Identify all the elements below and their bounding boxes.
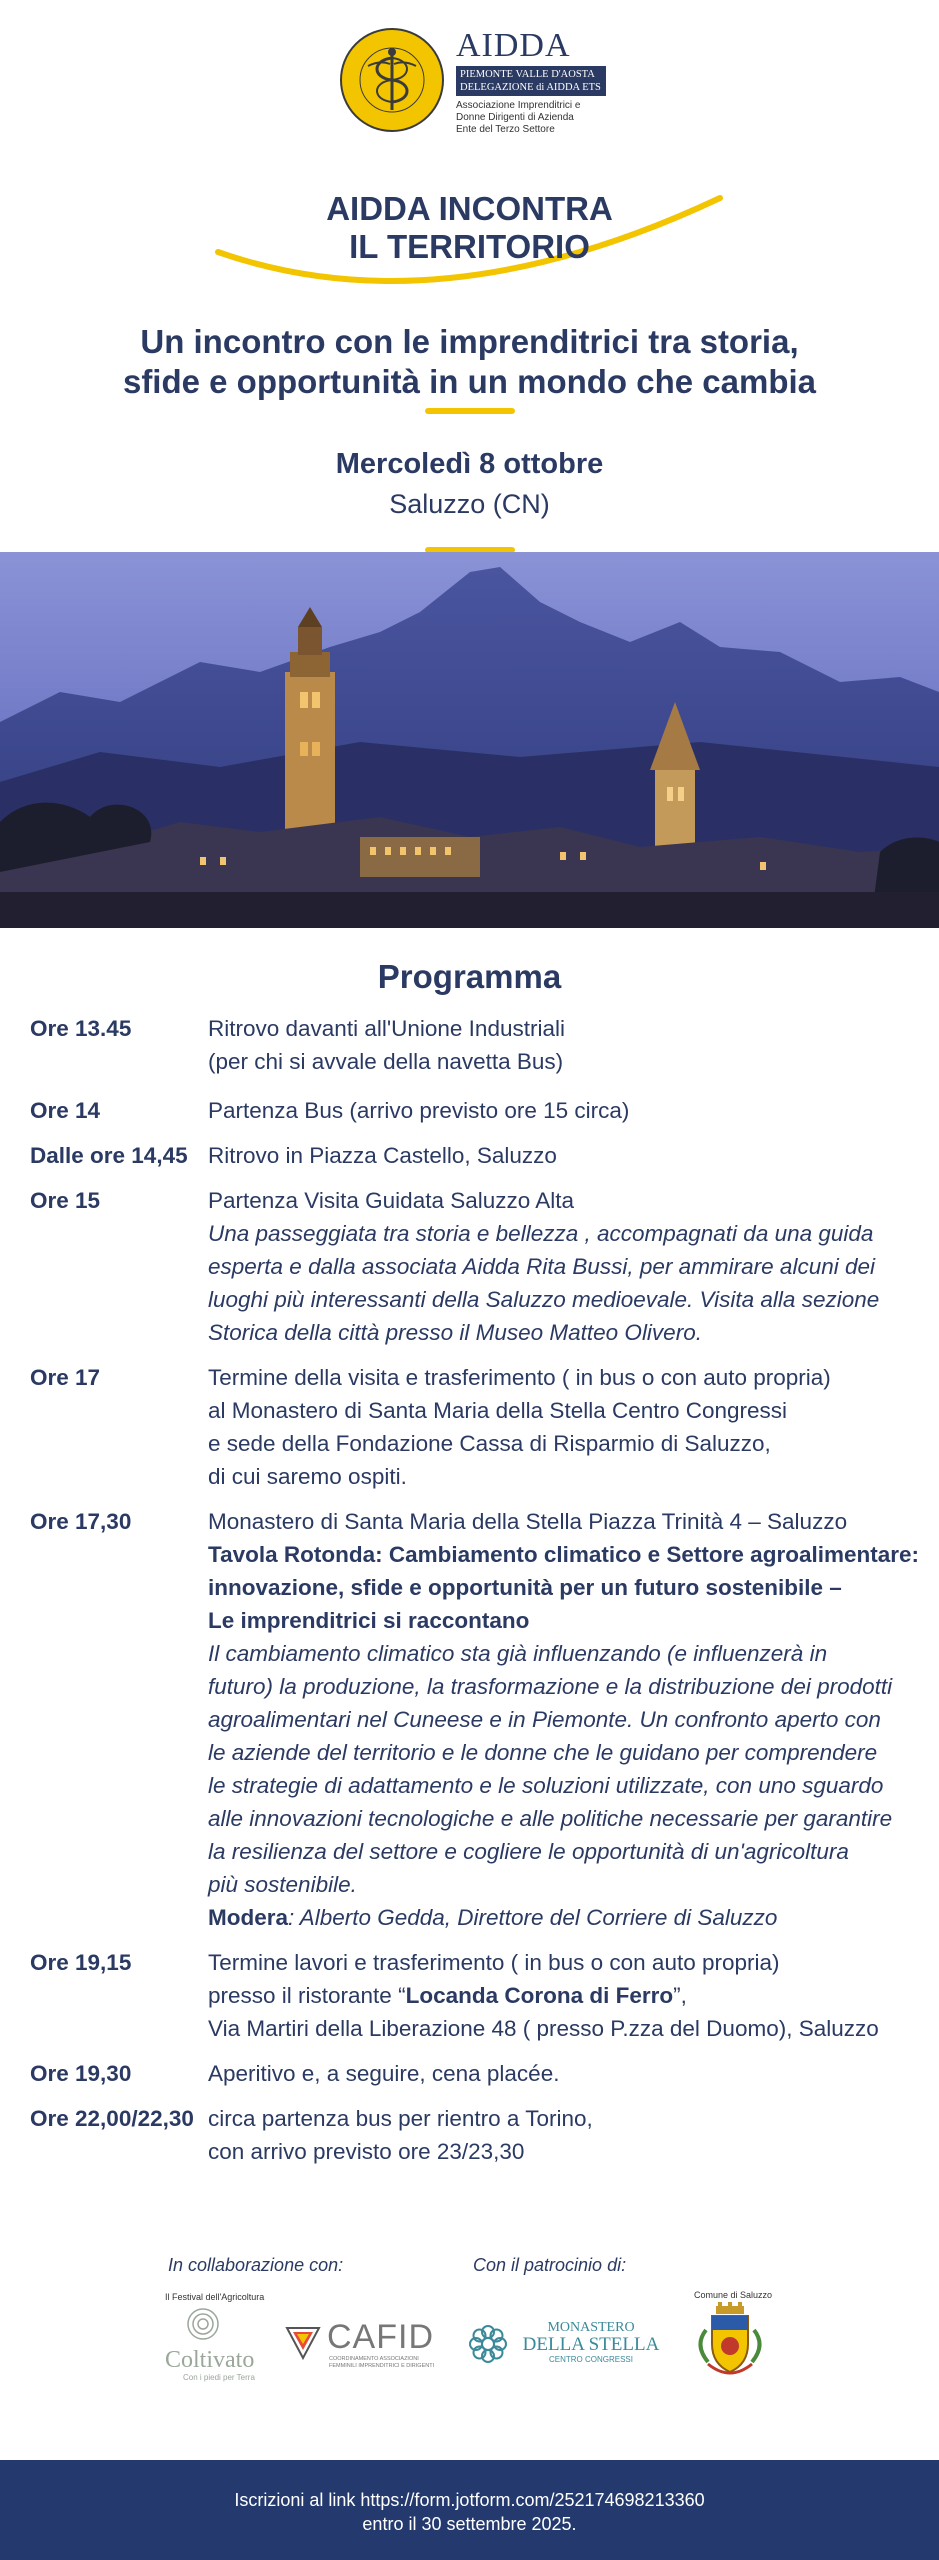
program-line: Ritrovo in Piazza Castello, Saluzzo [208, 1143, 557, 1168]
cafid-logo [283, 2318, 443, 2368]
monastero-line: CENTRO CONGRESSI [548, 2355, 633, 2364]
brand-region-bar [456, 66, 606, 96]
event-title [0, 190, 939, 266]
subtitle-line: sfide e opportunità in un mondo che cambia [122, 363, 817, 400]
program-line: Partenza Visita Guidata Saluzzo Alta [208, 1188, 575, 1213]
program-italic-line: agroalimentari nel Cuneese e in Piemonte. Un confronto aperto con [208, 1707, 881, 1732]
program-time: Ore 17,30 [30, 1509, 132, 1534]
brand-desc-line: Associazione Imprenditrici e [456, 100, 581, 111]
program-details [208, 1946, 920, 2045]
program-details [208, 1094, 920, 1127]
program-italic-line: Una passeggiata tra storia e bellezza , accompagnati da una guida [208, 1221, 874, 1246]
brand-description [456, 100, 606, 136]
program-item [30, 1012, 920, 1078]
program-italic-line: esperta e dalla associata Aidda Rita Bussi, per ammirare alcuni dei [208, 1254, 876, 1279]
program-line: con arrivo previsto ore 23/23,30 [208, 2139, 525, 2164]
monastero-della-stella-logo [466, 2318, 666, 2368]
restaurant-suffix: ”, [673, 1983, 687, 2008]
program-line: Monastero di Santa Maria della Stella Piazza Trinità 4 – Saluzzo [208, 1509, 848, 1534]
cafid-mark-icon [283, 2322, 323, 2362]
program-line: Ritrovo davanti all'Unione Industriali [208, 1016, 565, 1041]
coltivato-name: Coltivato [165, 2347, 255, 2373]
subtitle-line: Un incontro con le imprenditrici tra storia, [140, 323, 799, 360]
program-details [208, 1505, 920, 1934]
brand-desc-line: Ente del Terzo Settore [456, 124, 555, 135]
brand-name: AIDDA [456, 27, 571, 64]
monastero-line: MONASTERO [547, 2320, 635, 2335]
program-italic-line: le aziende del territorio e le donne che le guidano per comprendere [208, 1740, 878, 1765]
registration-footer [0, 2460, 939, 2560]
program-details [208, 1012, 920, 1078]
comune-di-saluzzo-crest [686, 2290, 776, 2390]
brand-delegation: DELEGAZIONE di AIDDA ETS [460, 82, 601, 93]
moderator-line [208, 1901, 920, 1934]
cafid-subtitle [329, 2356, 434, 2370]
city-crest-icon [686, 2300, 776, 2382]
program-time: Ore 13.45 [30, 1016, 132, 1041]
program-time: Ore 22,00/22,30 [30, 2106, 194, 2131]
program-line: di cui saremo ospiti. [208, 1464, 407, 1489]
moderator-name: : Alberto Gedda, Direttore del Corriere di Saluzzo [288, 1905, 778, 1930]
program-time: Ore 15 [30, 1188, 101, 1213]
aidda-brand [456, 28, 606, 136]
round-table-title-line: innovazione, sfide e opportunità per un futuro sostenibile – [208, 1575, 842, 1600]
event-subtitle [0, 322, 939, 402]
program-line: Partenza Bus (arrivo previsto ore 15 circa) [208, 1098, 630, 1123]
program-line: (per chi si avvale della navetta Bus) [208, 1049, 564, 1074]
cafid-subtitle-line: FEMMINILI IMPRENDITRICI E DIRIGENTI [329, 2363, 435, 2369]
program-details [208, 1184, 920, 1349]
registration-deadline: entro il 30 settembre 2025. [362, 2514, 577, 2534]
program-list [30, 1012, 920, 2180]
program-details [208, 2057, 920, 2090]
monastero-line: DELLA STELLA [522, 2334, 660, 2355]
monastero-text [516, 2320, 666, 2365]
program-item [30, 1505, 920, 1934]
aidda-logo [340, 28, 610, 138]
program-line: Termine lavori e trasferimento ( in bus o con auto propria) [208, 1950, 780, 1975]
coltivato-mark-icon [165, 2302, 265, 2342]
program-time: Ore 17 [30, 1365, 101, 1390]
event-place: Saluzzo (CN) [389, 489, 550, 519]
program-italic-line: futuro) la produzione, la trasformazione e la distribuzione dei prodotti [208, 1674, 893, 1699]
coltivato-logo [165, 2292, 265, 2392]
program-item [30, 1139, 920, 1172]
moderator-label: Modera [208, 1905, 289, 1930]
cafid-subtitle-line: COORDINAMENTO ASSOCIAZIONI [329, 2356, 419, 2362]
program-italic-line: più sostenibile. [208, 1872, 357, 1897]
program-time: Ore 19,15 [30, 1950, 132, 1975]
program-time: Ore 19,30 [30, 2061, 132, 2086]
cafid-name: CAFID [327, 2318, 434, 2356]
program-item [30, 2102, 920, 2168]
yellow-divider [425, 408, 515, 414]
round-table-title-line: Tavola Rotonda: Cambiamento climatico e Settore agroalimentare: [208, 1542, 919, 1567]
program-item [30, 1094, 920, 1127]
event-date: Mercoledì 8 ottobre [335, 448, 604, 480]
program-details [208, 1361, 920, 1493]
program-line: circa partenza bus per rientro a Torino, [208, 2106, 593, 2131]
program-item [30, 1946, 920, 2045]
program-item [30, 2057, 920, 2090]
program-title: Programma [377, 958, 562, 995]
brand-region: PIEMONTE VALLE D'AOSTA [460, 69, 595, 80]
program-item [30, 1361, 920, 1493]
event-title-line: AIDDA INCONTRA [326, 190, 613, 227]
restaurant-prefix: presso il ristorante “ [208, 1983, 406, 2008]
event-title-line: IL TERRITORIO [349, 228, 590, 265]
aidda-seal [340, 28, 444, 132]
program-time: Ore 14 [30, 1098, 101, 1123]
program-item [30, 1184, 920, 1349]
round-table-title-line: Le imprenditrici si raccontano [208, 1608, 530, 1633]
patronage-label: Con il patrocinio di: [473, 2255, 627, 2275]
star-rosette-icon [466, 2322, 510, 2366]
program-italic-line: la resilienza del settore e cogliere le opportunità di un'agricoltura [208, 1839, 849, 1864]
restaurant-line [208, 1979, 920, 2012]
program-line: al Monastero di Santa Maria della Stella Centro Congressi [208, 1398, 788, 1423]
program-italic-line: alle innovazioni tecnologiche e alle politiche necessarie per garantire [208, 1806, 893, 1831]
comune-caption: Comune di Saluzzo [694, 2290, 773, 2300]
restaurant-name: Locanda Corona di Ferro [405, 1983, 674, 2008]
brand-desc-line: Donne Dirigenti di Azienda [456, 112, 574, 123]
program-details [208, 1139, 920, 1172]
program-italic-line: Storica della città presso il Museo Matteo Olivero. [208, 1320, 702, 1345]
collaboration-label: In collaborazione con: [168, 2255, 344, 2275]
program-time: Dalle ore 14,45 [30, 1143, 188, 1168]
restaurant-address: Via Martiri della Liberazione 48 ( presso P.zza del Duomo), Saluzzo [208, 2016, 879, 2041]
program-line: e sede della Fondazione Cassa di Risparmio di Saluzzo, [208, 1431, 771, 1456]
saluzzo-night-photo [0, 552, 939, 928]
program-line: Termine della visita e trasferimento ( in bus o con auto propria) [208, 1365, 831, 1390]
coltivato-caption: Il Festival dell'Agricoltura [165, 2292, 265, 2302]
program-italic-line: luoghi più interessanti della Saluzzo medioevale. Visita alla sezione [208, 1287, 880, 1312]
coltivato-tagline: Con i piedi per Terra [183, 2373, 255, 2382]
program-italic-line: le strategie di adattamento e le soluzioni utilizzate, con uno sguardo [208, 1773, 884, 1798]
registration-link-text[interactable]: Iscrizioni al link https://form.jotform.com/252174698213360 [234, 2490, 705, 2510]
program-line: Aperitivo e, a seguire, cena placée. [208, 2061, 560, 2086]
program-details [208, 2102, 920, 2168]
program-italic-line: Il cambiamento climatico sta già influenzando (e influenzerà in [208, 1641, 828, 1666]
